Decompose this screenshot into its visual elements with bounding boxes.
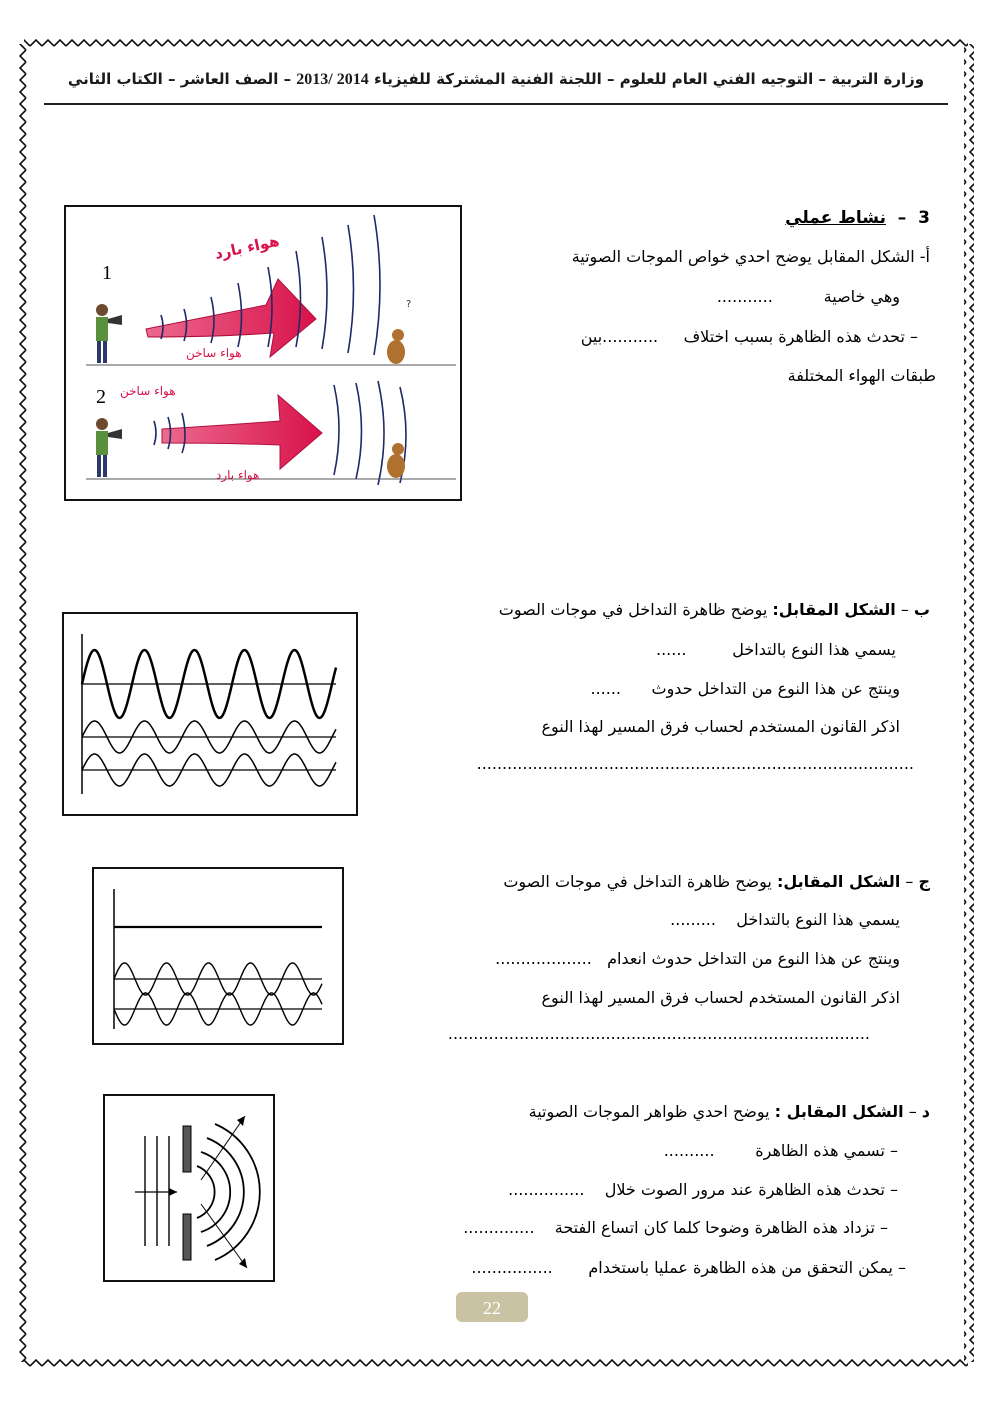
header-book: الكتاب الثاني	[67, 70, 163, 88]
downward-bend-arrow	[162, 395, 322, 469]
ray-down-arrowhead	[239, 1258, 247, 1268]
section-d-q2-blank[interactable]: ...............	[508, 1180, 585, 1199]
diffraction-drawing	[105, 1096, 273, 1280]
diffracted-wavefronts	[197, 1124, 260, 1260]
cause-end: طبقات الهواء المختلفة	[787, 366, 936, 385]
svg-text:?: ?	[406, 299, 412, 310]
section-b-q1	[656, 640, 896, 659]
section-d-q4: – يمكن التحقق من هذه الظاهرة عمليا باستخدام ................	[471, 1258, 906, 1277]
section-d-q4-blank[interactable]: ................	[471, 1258, 553, 1277]
section-c-q2-blank[interactable]: ...................	[495, 949, 592, 968]
barrier-bottom	[183, 1214, 191, 1260]
header-year: 2013/ 2014	[296, 71, 369, 88]
diffracted-ray-up	[201, 1116, 245, 1180]
section-b-text: يوضح ظاهرة التداخل في موجات الصوت	[498, 600, 768, 619]
cold-air-label-2: هواء بارد	[216, 468, 260, 482]
property-blank[interactable]: ...........	[716, 287, 773, 306]
barrier-top	[183, 1126, 191, 1172]
section-d-q4-text: يمكن التحقق من هذه الظاهرة عمليا باستخدام	[588, 1258, 893, 1277]
ray-up-arrowhead	[237, 1116, 245, 1126]
section-c-statement: ج – الشكل المقابل: يوضح ظاهرة التداخل في موجات الصوت	[503, 872, 930, 891]
destructive-interference-figure	[92, 867, 344, 1045]
dog-icon-1	[387, 299, 411, 364]
section-c-q2	[495, 949, 900, 968]
header-grade: الصف العاشر	[180, 70, 279, 88]
section-c-q2-text: وينتج عن هذا النوع من التداخل حدوث انعدام	[607, 949, 900, 968]
section-b-title: الشكل المقابل:	[772, 600, 896, 619]
section-d-q1-text: تسمي هذه الظاهرة	[755, 1141, 885, 1160]
cause-question	[581, 327, 918, 346]
section-3-title: نشاط عملي	[785, 208, 886, 228]
cause-text: تحدث هذه الظاهرة بسبب اختلاف	[683, 327, 905, 346]
section-d-title: الشكل المقابل :	[774, 1102, 904, 1121]
hot-air-label-1: هواء ساخن	[186, 346, 242, 360]
refraction-drawing	[66, 207, 460, 499]
constructive-interference-figure	[62, 612, 358, 816]
person-icon-1	[96, 304, 122, 363]
section-b-answer-line[interactable]: ......................................................................................	[476, 754, 914, 773]
section-b-q1-blank[interactable]: ......	[656, 640, 687, 659]
constructive-interference-drawing	[64, 614, 356, 814]
section-d-q3-blank[interactable]: ..............	[463, 1218, 535, 1237]
section-b-q2-text: وينتج عن هذا النوع من التداخل حدوث	[651, 679, 900, 698]
header-department: التوجيه الفني العام للعلوم	[619, 70, 814, 88]
diffraction-figure	[103, 1094, 275, 1282]
section-c-text: يوضح ظاهرة التداخل في موجات الصوت	[503, 872, 772, 891]
section-c-letter: ج	[918, 872, 930, 891]
incident-wavefronts	[145, 1136, 169, 1246]
section-b-q2-blank[interactable]: ......	[590, 679, 621, 698]
panel-number-2: 2	[96, 386, 106, 408]
section-d-q1-blank[interactable]: ..........	[663, 1141, 715, 1160]
section-b-q3: اذكر القانون المستخدم لحساب فرق المسير لهذا النوع	[541, 717, 900, 736]
section-d-text: يوضح احدي ظواهر الموجات الصوتية	[528, 1102, 770, 1121]
section-a-label: أ-	[919, 247, 930, 266]
section-c-q1	[670, 910, 900, 929]
section-d-q3-text: تزداد هذه الظاهرة وضوحا كلما كان اتساع الفتحة	[554, 1218, 875, 1237]
header-committee: اللجنة الفنية المشتركة للفيزياء	[373, 70, 602, 88]
section-b-statement: ب – الشكل المقابل: يوضح ظاهرة التداخل في موجات الصوت	[498, 600, 930, 619]
destructive-interference-drawing	[94, 869, 342, 1043]
person-icon-2	[96, 418, 122, 477]
section-a-text: الشكل المقابل يوضح احدي خواص الموجات الصوتية	[571, 247, 915, 266]
refraction-figure	[64, 205, 462, 501]
page-header: وزارة التربية – التوجيه الفني العام للعلوم – اللجنة الفنية المشتركة للفيزياء 2013/ 2014 – الصف العاشر – الكتاب الثاني	[67, 70, 925, 88]
cause-dash: –	[910, 327, 918, 346]
section-c-title: الشكل المقابل:	[776, 872, 901, 891]
property-question	[717, 287, 900, 306]
section-c-q1-blank[interactable]: .........	[670, 910, 716, 929]
section-3-number: 3	[918, 208, 930, 228]
section-d-letter: د	[921, 1102, 930, 1121]
header-ministry: وزارة التربية	[831, 70, 925, 88]
section-c-q3: اذكر القانون المستخدم لحساب فرق المسير لهذا النوع	[541, 988, 900, 1007]
section-c-answer-line[interactable]: ...................................................................................	[447, 1024, 870, 1043]
section-3-heading: 3 – نشاط عملي	[785, 208, 930, 228]
panel-number-1: 1	[102, 262, 112, 284]
dog-icon-2	[387, 443, 405, 478]
section-d-q2-text: تحدث هذه الظاهرة عند مرور الصوت خلال	[604, 1180, 885, 1199]
section-d-q1: – تسمي هذه الظاهرة ..........	[663, 1141, 898, 1160]
page-number: 22	[456, 1292, 528, 1322]
section-b-letter: ب	[913, 600, 930, 619]
section-a-statement	[572, 247, 930, 266]
incident-arrowhead	[169, 1188, 177, 1196]
section-c-q1-text: يسمي هذا النوع بالتداخل	[736, 910, 900, 929]
hot-air-label-2: هواء ساخن	[120, 384, 176, 398]
cause-blank[interactable]: ...........بين	[580, 327, 659, 346]
header-divider	[44, 103, 948, 105]
property-label: وهي خاصية	[823, 287, 900, 306]
cold-air-label-1: هواء بارد	[213, 231, 281, 263]
section-b-q1-text: يسمي هذا النوع بالتداخل	[732, 640, 896, 659]
section-d-q3: – تزداد هذه الظاهرة وضوحا كلما كان اتساع الفتحة ..............	[463, 1218, 888, 1237]
section-d-statement: د – الشكل المقابل : يوضح احدي ظواهر الموجات الصوتية	[528, 1102, 930, 1121]
section-b-q2	[590, 679, 900, 698]
section-d-q2: – تحدث هذه الظاهرة عند مرور الصوت خلال ...............	[508, 1180, 898, 1199]
